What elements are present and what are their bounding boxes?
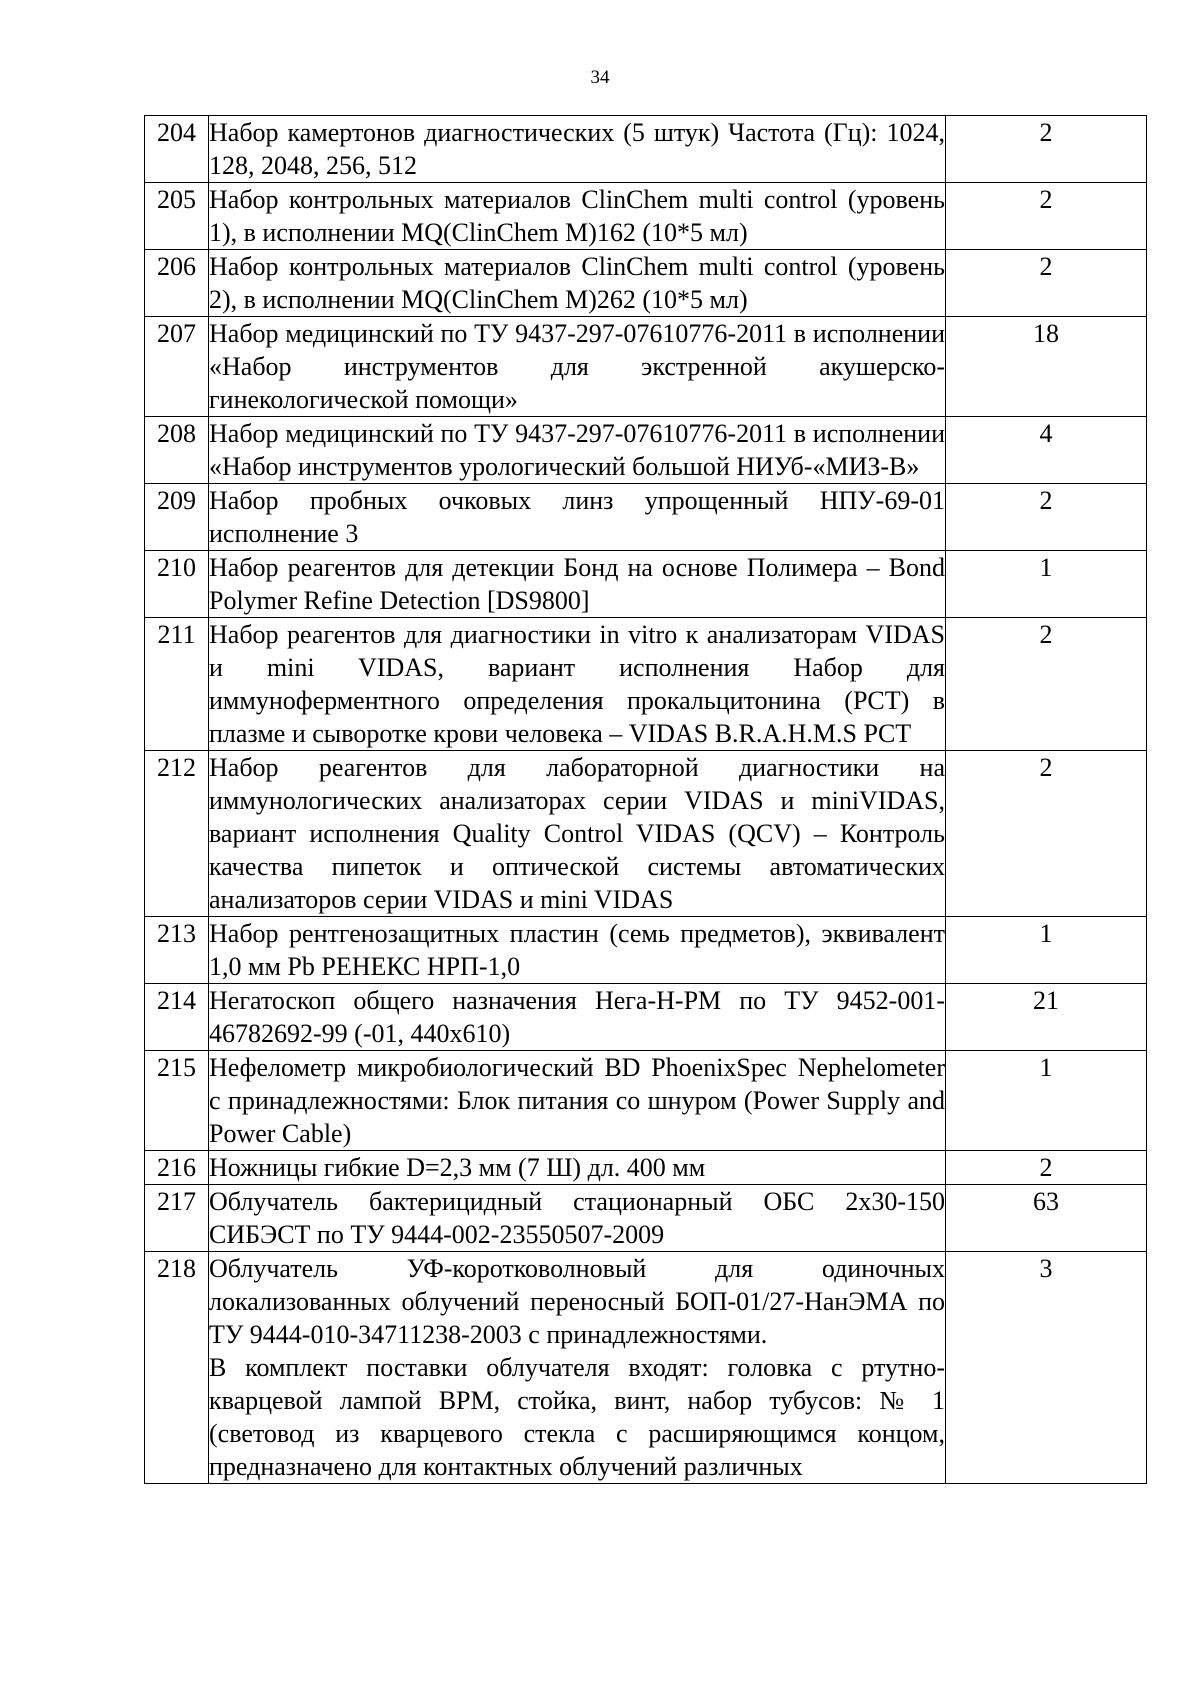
item-quantity: 2 — [946, 1151, 1147, 1185]
table-row — [145, 1051, 1147, 1151]
item-name-paragraph: Облучатель УФ-коротковолновый для одиночных локализованных облучений переносный БОП-01/27-НанЭМА по ТУ 9444-010-34711238-2003 с принадлежностями. — [209, 1254, 945, 1349]
item-number: 204 — [145, 116, 209, 183]
item-name-paragraph: Набор реагентов для лабораторной диагностики на иммунологических анализаторах серии VIDAS и miniVIDAS, вариант исполнения Quality Control VIDAS (QCV) – Контроль качества пипеток и оптической системы автоматических анализаторов серии VIDAS и mini VIDAS — [209, 753, 945, 914]
item-number: 205 — [145, 183, 209, 250]
item-number: 206 — [145, 250, 209, 317]
table-row — [145, 751, 1147, 917]
item-quantity: 2 — [946, 618, 1147, 751]
item-name-paragraph: Набор реагентов для диагностики in vitro к анализаторам VIDAS и mini VIDAS, вариант исполнения Набор для иммуноферментного определения прокальцитонина (PCT) в плазме и сыворотке крови человека – VIDAS B.R.A.H.M.S PCT — [209, 620, 945, 748]
item-name-paragraph: Облучатель бактерицидный стационарный ОБС 2х30-150 СИБЭСТ по ТУ 9444-002-23550507-2009 — [209, 1187, 945, 1249]
item-name — [209, 417, 946, 484]
page-number: 34 — [590, 67, 610, 88]
item-name-paragraph: Негатоскоп общего назначения Нега-Н-РМ по ТУ 9452-001-46782692-99 (-01, 440x610) — [209, 986, 945, 1048]
item-name-paragraph: Набор контрольных материалов ClinChem multi control (уровень 1), в исполнении MQ(ClinChem M)162 (10*5 мл) — [209, 185, 945, 247]
item-number: 214 — [145, 984, 209, 1051]
table-row — [145, 551, 1147, 618]
item-quantity: 1 — [946, 551, 1147, 618]
item-quantity: 21 — [946, 984, 1147, 1051]
item-number: 216 — [145, 1151, 209, 1185]
table-row — [145, 116, 1147, 183]
item-name — [209, 1252, 946, 1484]
table-row — [145, 984, 1147, 1051]
item-number: 208 — [145, 417, 209, 484]
item-name-paragraph: Набор медицинский по ТУ 9437-297-07610776-2011 в исполнении «Набор инструментов для экстренной акушерско-гинекологической помощи» — [209, 319, 945, 414]
item-quantity: 4 — [946, 417, 1147, 484]
item-name-paragraph: Набор камертонов диагностических (5 штук) Частота (Гц): 1024, 128, 2048, 256, 512 — [209, 118, 945, 180]
item-name-paragraph: В комплект поставки облучателя входят: головка с ртутно-кварцевой лампой ВРМ, стойка, винт, набор тубусов: № 1 (световод из кварцевого стекла с расширяющимся концом, предназначено для контактных облучений различных — [209, 1353, 945, 1481]
table-row — [145, 1151, 1147, 1185]
item-quantity: 18 — [946, 317, 1147, 417]
table-row — [145, 917, 1147, 984]
item-name-paragraph: Набор пробных очковых линз упрощенный НПУ-69-01 исполнение 3 — [209, 486, 945, 548]
item-number: 213 — [145, 917, 209, 984]
table-row — [145, 417, 1147, 484]
item-name-paragraph: Нефелометр микробиологический BD PhoenixSpec Nephelometer с принадлежностями: Блок питания со шнуром (Power Supply and Power Cable) — [209, 1053, 945, 1148]
item-quantity: 2 — [946, 484, 1147, 551]
item-number: 209 — [145, 484, 209, 551]
table-row — [145, 618, 1147, 751]
table-row — [145, 1185, 1147, 1252]
item-name-paragraph: Ножницы гибкие D=2,3 мм (7 Ш) дл. 400 мм — [209, 1153, 706, 1182]
item-name — [209, 317, 946, 417]
item-name — [209, 250, 946, 317]
item-quantity: 2 — [946, 751, 1147, 917]
item-number: 212 — [145, 751, 209, 917]
item-quantity: 2 — [946, 183, 1147, 250]
item-name — [209, 1185, 946, 1252]
item-number: 207 — [145, 317, 209, 417]
item-name — [209, 751, 946, 917]
item-name — [209, 116, 946, 183]
table-row — [145, 250, 1147, 317]
item-name — [209, 183, 946, 250]
table-row — [145, 183, 1147, 250]
item-number: 215 — [145, 1051, 209, 1151]
item-name — [209, 1151, 946, 1185]
item-name — [209, 484, 946, 551]
item-name — [209, 551, 946, 618]
item-name-paragraph: Набор рентгенозащитных пластин (семь предметов), эквивалент 1,0 мм Pb РЕНЕКС НРП-1,0 — [209, 919, 945, 981]
table-row — [145, 484, 1147, 551]
item-quantity: 1 — [946, 917, 1147, 984]
table-row — [145, 317, 1147, 417]
item-name-paragraph: Набор контрольных материалов ClinChem multi control (уровень 2), в исполнении MQ(ClinChem M)262 (10*5 мл) — [209, 252, 945, 314]
items-table — [144, 115, 1147, 1484]
item-name — [209, 618, 946, 751]
item-quantity: 2 — [946, 116, 1147, 183]
item-number: 218 — [145, 1252, 209, 1484]
item-name-paragraph: Набор медицинский по ТУ 9437-297-07610776-2011 в исполнении «Набор инструментов урологический большой НИУб-«МИЗ-В» — [209, 419, 945, 481]
item-number: 211 — [145, 618, 209, 751]
item-name — [209, 1051, 946, 1151]
item-quantity: 2 — [946, 250, 1147, 317]
item-name — [209, 917, 946, 984]
item-quantity: 3 — [946, 1252, 1147, 1484]
item-number: 217 — [145, 1185, 209, 1252]
item-name — [209, 984, 946, 1051]
item-quantity: 1 — [946, 1051, 1147, 1151]
item-number: 210 — [145, 551, 209, 618]
item-name-paragraph: Набор реагентов для детекции Бонд на основе Полимера – Bond Polymer Refine Detection [DS9800] — [209, 553, 945, 615]
items-table-body — [145, 116, 1147, 1484]
item-quantity: 63 — [946, 1185, 1147, 1252]
table-row — [145, 1252, 1147, 1484]
